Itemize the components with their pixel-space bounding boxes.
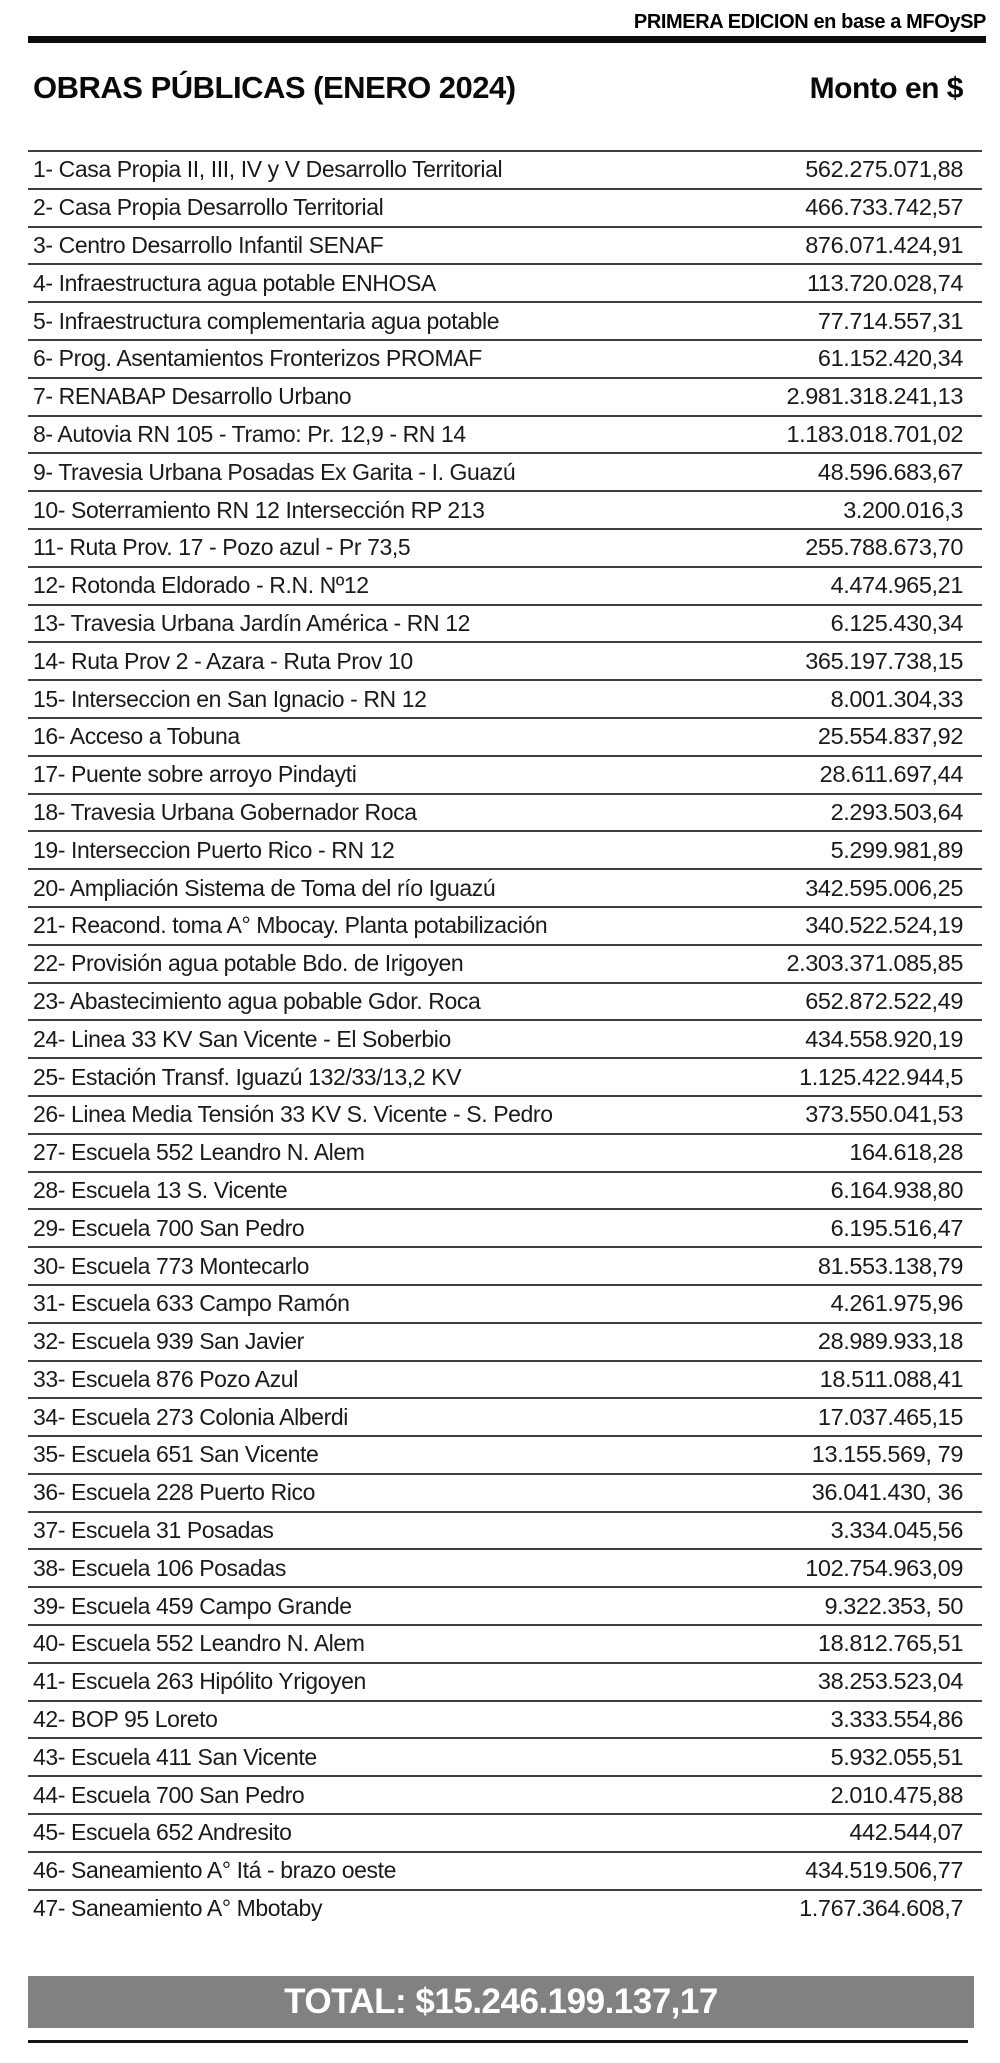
row-label: 2- Casa Propia Desarrollo Territorial	[33, 194, 384, 221]
row-label: 30- Escuela 773 Montecarlo	[33, 1252, 309, 1279]
row-amount: 4.474.965,21	[830, 572, 963, 599]
row-amount: 113.720.028,74	[806, 269, 963, 296]
table-row	[28, 604, 982, 642]
table-row	[28, 1851, 982, 1889]
table-row	[28, 1360, 982, 1398]
table-row	[28, 906, 982, 944]
row-label: 4- Infraestructura agua potable ENHOSA	[33, 269, 436, 296]
row-amount: 2.303.371.085,85	[786, 950, 963, 977]
table-row	[28, 982, 982, 1020]
row-amount: 77.714.557,31	[817, 307, 963, 334]
row-label: 44- Escuela 700 San Pedro	[33, 1781, 305, 1808]
table-row	[28, 415, 982, 453]
row-label: 42- BOP 95 Loreto	[33, 1706, 218, 1733]
table-row	[28, 830, 982, 868]
table-row	[28, 1171, 982, 1209]
table-row	[28, 1435, 982, 1473]
table-row	[28, 793, 982, 831]
amount-column-header: Monto en $	[809, 72, 963, 105]
table-row	[28, 1586, 982, 1624]
row-amount: 164.618,28	[849, 1139, 963, 1166]
row-label: 28- Escuela 13 S. Vicente	[33, 1176, 288, 1203]
row-amount: 17.037.465,15	[817, 1403, 963, 1430]
table-row	[28, 339, 982, 377]
row-label: 21- Reacond. toma A° Mbocay. Planta potabilización	[33, 912, 548, 939]
table-row	[28, 1133, 982, 1171]
table-row	[28, 1737, 982, 1775]
table-row	[28, 1889, 982, 1927]
row-amount: 342.595.006,25	[805, 874, 963, 901]
row-amount: 28.989.933,18	[817, 1328, 963, 1355]
row-amount: 2.293.503,64	[830, 798, 963, 825]
bottom-rule	[28, 2040, 968, 2043]
row-label: 20- Ampliación Sistema de Toma del río Iguazú	[33, 874, 496, 901]
row-amount: 6.164.938,80	[830, 1176, 963, 1203]
row-amount: 81.553.138,79	[817, 1252, 963, 1279]
table-row	[28, 1700, 982, 1738]
table-row	[28, 566, 982, 604]
row-label: 1- Casa Propia II, III, IV y V Desarrollo Territorial	[33, 156, 503, 183]
row-label: 6- Prog. Asentamientos Fronterizos PROMAF	[33, 345, 482, 372]
table-row	[28, 490, 982, 528]
table-row	[28, 868, 982, 906]
table-row	[28, 150, 982, 188]
table-row	[28, 1284, 982, 1322]
row-label: 5- Infraestructura complementaria agua potable	[33, 307, 500, 334]
row-amount: 18.511.088,41	[819, 1365, 963, 1392]
row-amount: 434.519.506,77	[805, 1857, 963, 1884]
table-row	[28, 1548, 982, 1586]
row-label: 34- Escuela 273 Colonia Alberdi	[33, 1403, 348, 1430]
row-amount: 255.788.673,70	[805, 534, 963, 561]
table-row	[28, 1511, 982, 1549]
table-row	[28, 1624, 982, 1662]
table-row	[28, 452, 982, 490]
row-amount: 2.010.475,88	[830, 1781, 963, 1808]
row-amount: 373.550.041,53	[805, 1101, 963, 1128]
row-amount: 340.522.524,19	[805, 912, 963, 939]
row-label: 25- Estación Transf. Iguazú 132/33/13,2 KV	[33, 1063, 462, 1090]
row-amount: 1.767.364.608,7	[799, 1895, 963, 1922]
table-row	[28, 1208, 982, 1246]
row-label: 45- Escuela 652 Andresito	[33, 1819, 292, 1846]
row-amount: 365.197.738,15	[805, 647, 963, 674]
row-label: 37- Escuela 31 Posadas	[33, 1517, 274, 1544]
table-row	[28, 679, 982, 717]
row-amount: 3.334.045,56	[830, 1517, 963, 1544]
table-row	[28, 1775, 982, 1813]
row-label: 14- Ruta Prov 2 - Azara - Ruta Prov 10	[33, 647, 413, 674]
row-label: 24- Linea 33 KV San Vicente - El Soberbio	[33, 1025, 451, 1052]
row-label: 33- Escuela 876 Pozo Azul	[33, 1365, 298, 1392]
row-amount: 25.554.837,92	[817, 723, 963, 750]
row-label: 10- Soterramiento RN 12 Intersección RP 213	[33, 496, 485, 523]
row-label: 36- Escuela 228 Puerto Rico	[33, 1479, 315, 1506]
row-amount: 466.733.742,57	[805, 194, 963, 221]
table-row	[28, 755, 982, 793]
total-label: TOTAL: $15.246.199.137,17	[284, 1982, 718, 2022]
row-label: 19- Interseccion Puerto Rico - RN 12	[33, 836, 395, 863]
row-amount: 36.041.430, 36	[811, 1479, 963, 1506]
row-amount: 562.275.071,88	[805, 156, 963, 183]
row-label: 16- Acceso a Tobuna	[33, 723, 240, 750]
edition-note: PRIMERA EDICION en base a MFOySP	[633, 11, 986, 33]
row-label: 43- Escuela 411 San Vicente	[33, 1743, 317, 1770]
row-label: 29- Escuela 700 San Pedro	[33, 1214, 305, 1241]
row-label: 11- Ruta Prov. 17 - Pozo azul - Pr 73,5	[33, 534, 411, 561]
row-amount: 442.544,07	[849, 1819, 963, 1846]
table-row	[28, 1662, 982, 1700]
row-amount: 3.333.554,86	[830, 1706, 963, 1733]
table-row	[28, 1397, 982, 1435]
row-label: 47- Saneamiento A° Mbotaby	[33, 1895, 323, 1922]
row-amount: 6.125.430,34	[830, 609, 963, 636]
row-label: 13- Travesia Urbana Jardín América - RN 12	[33, 609, 471, 636]
row-amount: 5.932.055,51	[830, 1743, 963, 1770]
table-row	[28, 1095, 982, 1133]
row-label: 35- Escuela 651 San Vicente	[33, 1441, 319, 1468]
row-label: 40- Escuela 552 Leandro N. Alem	[33, 1630, 365, 1657]
row-amount: 28.611.697,44	[819, 761, 963, 788]
row-label: 26- Linea Media Tensión 33 KV S. Vicente - S. Pedro	[33, 1101, 553, 1128]
row-label: 15- Interseccion en San Ignacio - RN 12	[33, 685, 427, 712]
row-amount: 3.200.016,3	[843, 496, 963, 523]
row-amount: 61.152.420,34	[817, 345, 963, 372]
row-label: 9- Travesia Urbana Posadas Ex Garita - I. Guazú	[33, 458, 516, 485]
table-row	[28, 1019, 982, 1057]
table-row	[28, 1322, 982, 1360]
row-amount: 8.001.304,33	[830, 685, 963, 712]
works-table	[28, 150, 982, 1926]
row-amount: 5.299.981,89	[830, 836, 963, 863]
row-label: 18- Travesia Urbana Gobernador Roca	[33, 798, 417, 825]
row-amount: 4.261.975,96	[830, 1290, 963, 1317]
row-label: 12- Rotonda Eldorado - R.N. Nº12	[33, 572, 369, 599]
row-amount: 18.812.765,51	[817, 1630, 963, 1657]
table-row	[28, 1813, 982, 1851]
row-label: 38- Escuela 106 Posadas	[33, 1554, 286, 1581]
table-row	[28, 1473, 982, 1511]
table-row	[28, 226, 982, 264]
table-row	[28, 1246, 982, 1284]
table-row	[28, 944, 982, 982]
row-amount: 102.754.963,09	[805, 1554, 963, 1581]
row-label: 3- Centro Desarrollo Infantil SENAF	[33, 231, 384, 258]
row-label: 46- Saneamiento A° Itá - brazo oeste	[33, 1857, 397, 1884]
row-amount: 6.195.516,47	[830, 1214, 963, 1241]
row-amount: 13.155.569, 79	[811, 1441, 963, 1468]
table-row	[28, 263, 982, 301]
row-label: 8- Autovia RN 105 - Tramo: Pr. 12,9 - RN 14	[33, 420, 466, 447]
row-amount: 876.071.424,91	[805, 231, 963, 258]
header-heavy-rule	[28, 36, 986, 43]
table-row	[28, 301, 982, 339]
table-row	[28, 188, 982, 226]
row-amount: 9.322.353, 50	[824, 1592, 963, 1619]
page-title: OBRAS PÚBLICAS (ENERO 2024)	[33, 70, 516, 105]
table-row	[28, 528, 982, 566]
row-label: 22- Provisión agua potable Bdo. de Irigoyen	[33, 950, 464, 977]
row-amount: 48.596.683,67	[817, 458, 963, 485]
row-amount: 2.981.318.241,13	[786, 383, 963, 410]
row-label: 7- RENABAP Desarrollo Urbano	[33, 383, 352, 410]
row-amount: 1.183.018.701,02	[786, 420, 963, 447]
row-label: 39- Escuela 459 Campo Grande	[33, 1592, 352, 1619]
row-label: 23- Abastecimiento agua pobable Gdor. Roca	[33, 987, 481, 1014]
row-label: 31- Escuela 633 Campo Ramón	[33, 1290, 350, 1317]
total-bar	[28, 1976, 974, 2028]
row-label: 41- Escuela 263 Hipólito Yrigoyen	[33, 1668, 366, 1695]
row-amount: 434.558.920,19	[805, 1025, 963, 1052]
table-row	[28, 641, 982, 679]
table-row	[28, 1057, 982, 1095]
table-row	[28, 377, 982, 415]
title-row	[33, 70, 963, 106]
row-amount: 652.872.522,49	[805, 987, 963, 1014]
table-row	[28, 717, 982, 755]
row-label: 17- Puente sobre arroyo Pindayti	[33, 761, 357, 788]
row-label: 27- Escuela 552 Leandro N. Alem	[33, 1139, 365, 1166]
row-amount: 38.253.523,04	[817, 1668, 963, 1695]
row-amount: 1.125.422.944,5	[799, 1063, 963, 1090]
row-label: 32- Escuela 939 San Javier	[33, 1328, 304, 1355]
